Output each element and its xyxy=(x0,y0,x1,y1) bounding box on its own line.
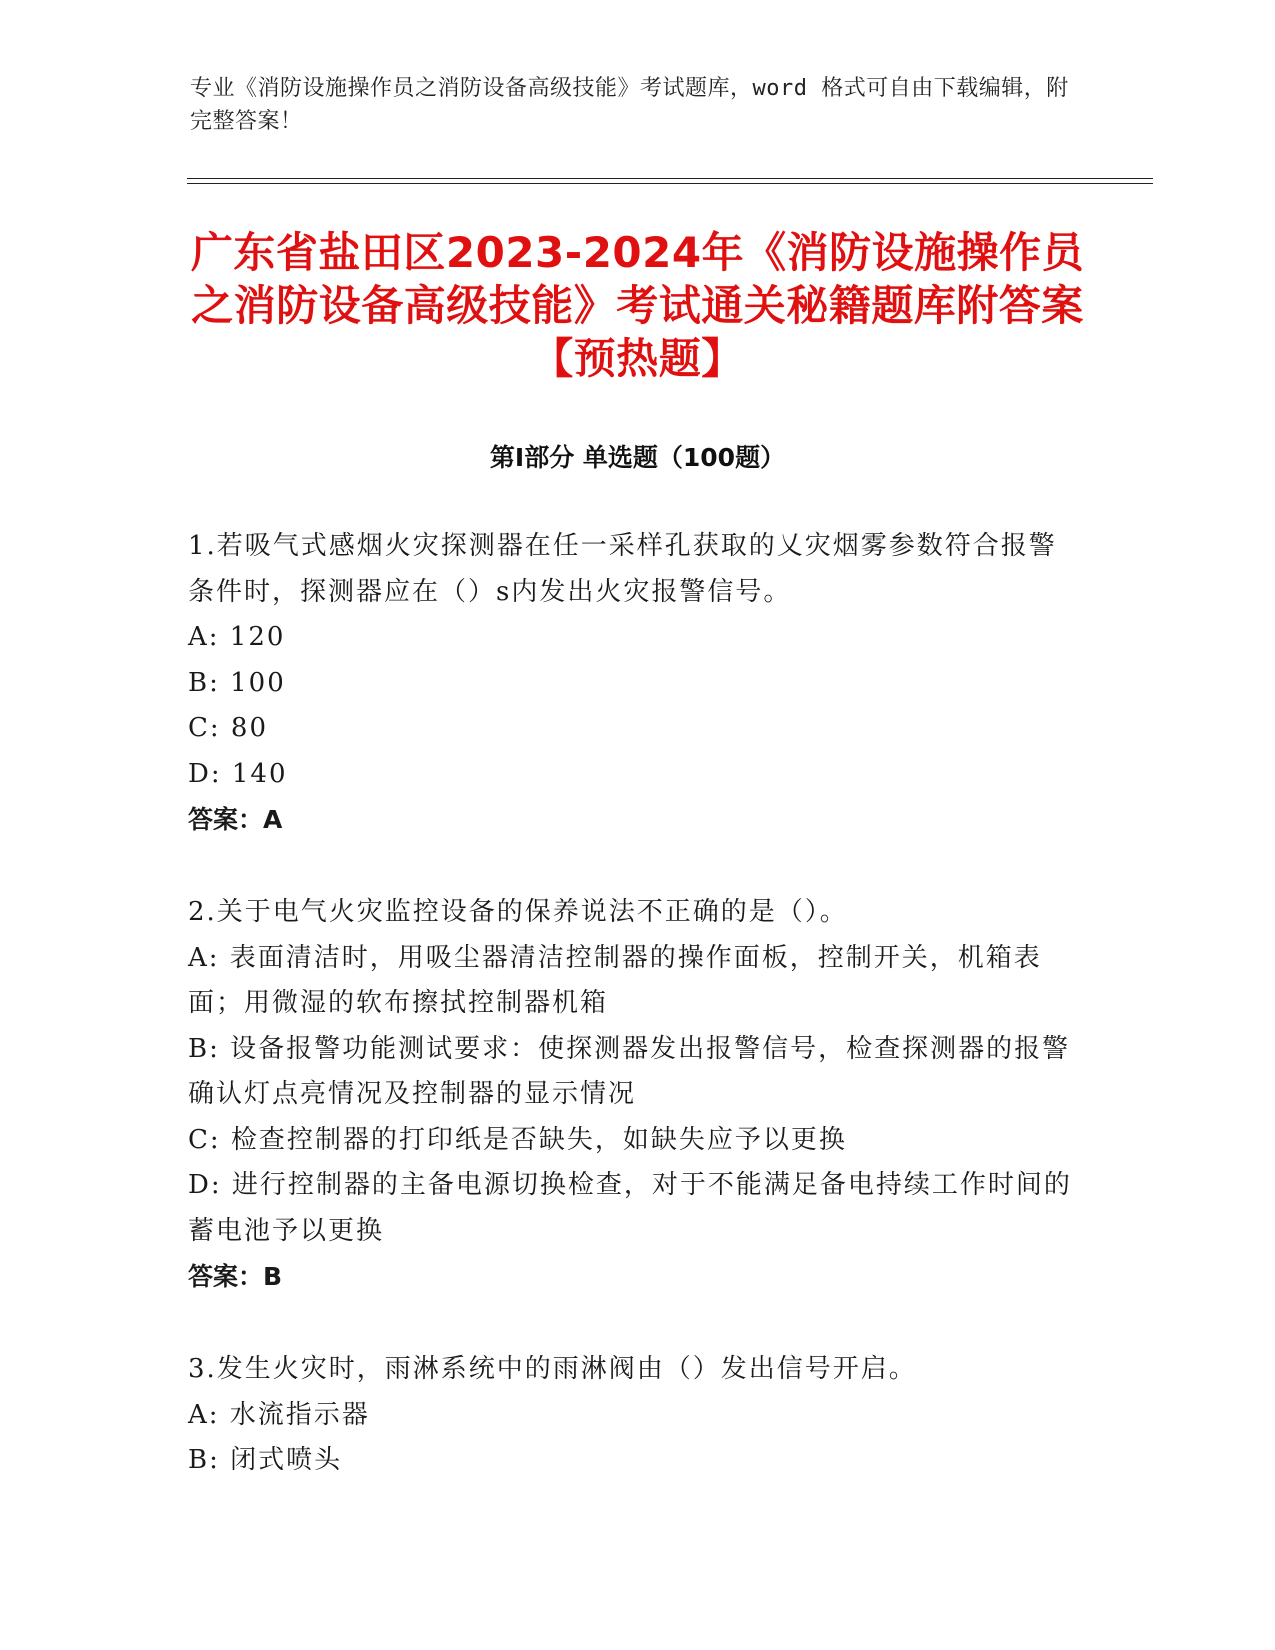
section-title: 第Ⅰ部分 单选题（100题） xyxy=(489,443,786,472)
option-b: B: 闭式喷头 xyxy=(188,1445,343,1475)
question-stem: 3.发生火灾时，雨淋系统中的雨淋阀由（）发出信号开启。 xyxy=(188,1354,917,1384)
option-b: B: 设备报警功能测试要求：使探测器发出报警信号，检查探测器的报警确认灯点亮情况及控制器的显示情况 xyxy=(188,1033,1071,1109)
option-c: C: 检查控制器的打印纸是否缺失，如缺失应予以更换 xyxy=(188,1124,847,1155)
question-1 xyxy=(188,524,1078,843)
question-stem: 2.关于电气火灾监控设备的保养说法不正确的是（）。 xyxy=(188,897,848,927)
answer-label: 答案：A xyxy=(188,805,283,834)
option-d: D: 140 xyxy=(188,758,288,789)
header-divider-bottom xyxy=(187,183,1153,184)
answer-label: 答案：B xyxy=(188,1262,283,1291)
document-title: 广东省盐田区2023-2024年《消防设施操作员之消防设备高级技能》考试通关秘籍题库附答案【预热题】 xyxy=(190,228,1085,383)
option-a: A: 水流指示器 xyxy=(188,1399,370,1430)
question-2 xyxy=(188,890,1078,1300)
header-divider-top xyxy=(187,178,1153,179)
question-stem: 1.若吸气式感烟火灾探测器在任一采样孔获取的乂灾烟雾参数符合报警条件时，探测器应在（）s内发出火灾报警信号。 xyxy=(188,531,1057,607)
option-a: A: 120 xyxy=(188,622,286,652)
option-b: B: 100 xyxy=(188,667,286,698)
option-a: A: 表面清洁时，用吸尘器清洁控制器的操作面板，控制开关，机箱表面；用微湿的软布擦拭控制器机箱 xyxy=(188,942,1042,1018)
option-d: D: 进行控制器的主备电源切换检查，对于不能满足备电持续工作时间的蓄电池予以更换 xyxy=(188,1170,1072,1246)
option-c: C: 80 xyxy=(188,713,269,743)
header-note: 专业《消防设施操作员之消防设备高级技能》考试题库，word 格式可自由下载编辑，附完整答案！ xyxy=(190,76,1069,134)
question-3 xyxy=(188,1347,1078,1484)
